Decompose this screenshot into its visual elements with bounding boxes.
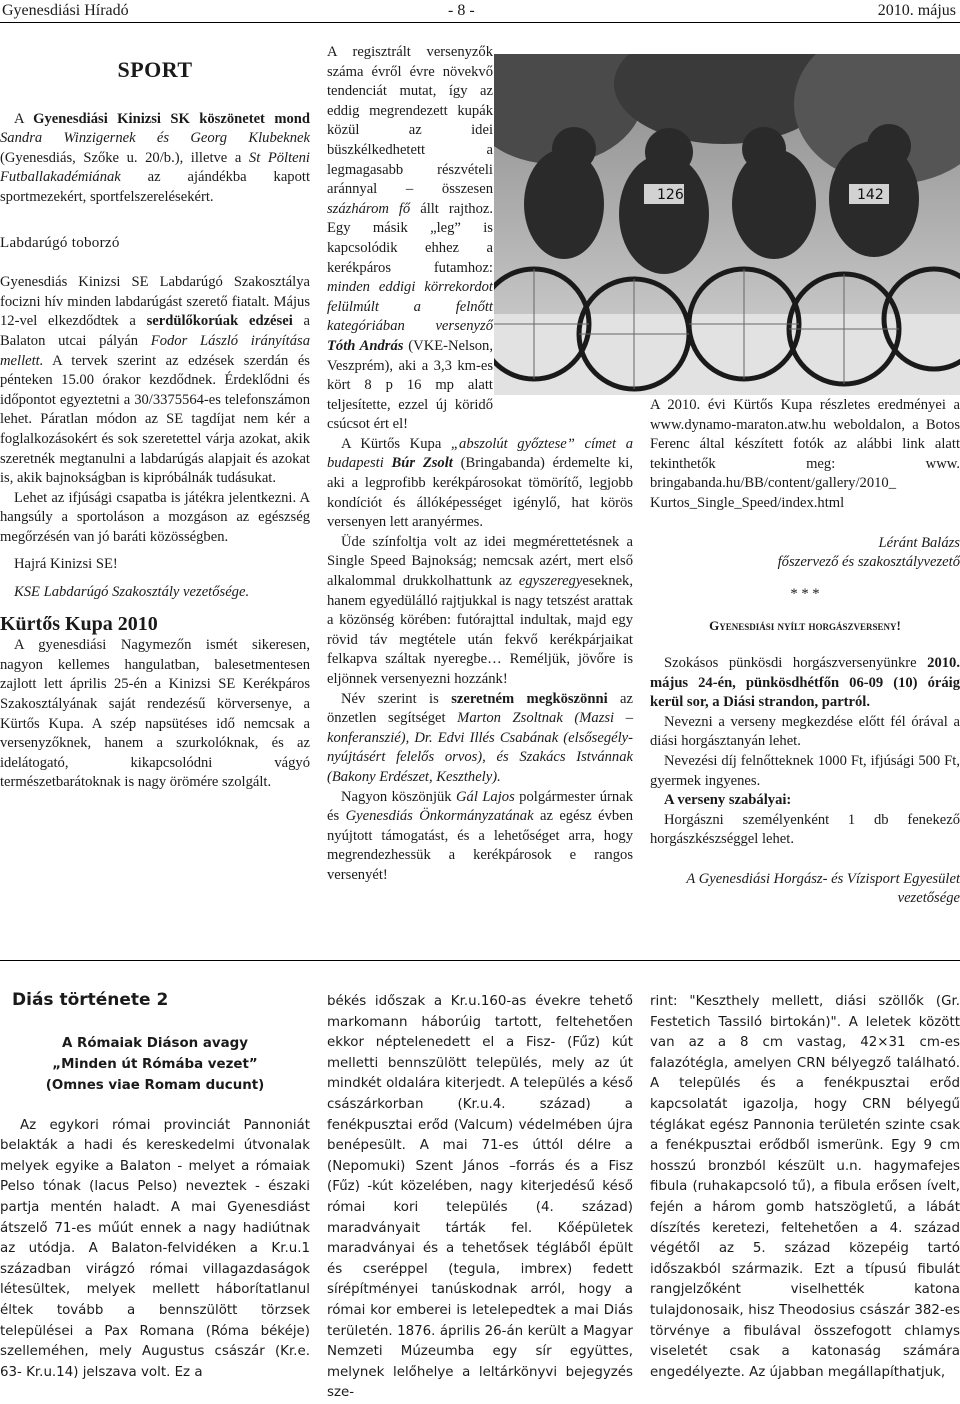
section-divider	[0, 960, 960, 961]
kurtos-kupa-heading: Kürtős Kupa 2010	[0, 612, 158, 635]
column-right	[650, 396, 960, 909]
dias-history-text-2: békés időszak a Kr.u.160-as évekre tehető markomann háborúig tartott, feltehetően ekkor néptelenedett el a Fisz- (Fűz) kút melletti bennszülött település, mely az út mindkét oldalára kiterjedt. A település a késő császárkorban (Kr.u.4. század) a fenékpusztai erőd (Valcum) védelmében újra benépesült. A mai 71-es úttól délre a (Nepomuki) Szent János –forrás és a Fisz (Fűz) -kút közelében, nagy kiterjedésű késő római kori település (4. század) maradványait tárták fel. Kőépületek maradványai és a tehetősek tégláből épült és cseréppel (tegula, imbrex) fedett sírépítményei tanúskodnak arról, hogy a római kor emberei is letelepedtek a mai Diás területén. 1876. április 26-án került a Magyar Nemzeti Múzeumba egy sír együttes, melynek lelőhelye a leltárkönyvi bejegyzés sze-	[327, 994, 633, 1401]
horgasz-registration: Nevezni a verseny megkezdése előtt fél órával a diási horgásztanyán lehet.	[650, 713, 960, 750]
author-name: Léránt Balázs	[878, 534, 960, 551]
horgasz-fee: Nevezési díj felnőtteknek 1000 Ft, ifjúsági 500 Ft, gyermek ingyenes.	[650, 752, 960, 789]
hajra-line: Hajrá Kinizsi SE!	[14, 556, 118, 573]
toborzo-paragraph-2: Lehet az ifjúsági csapatba is játékra jelentkezni. A hangsúly a sportoláson a mozgáson az egészség megőrzésén van jó baráti közösségben.	[0, 489, 310, 545]
bib-number-1: 126	[657, 187, 684, 203]
roman-subtitle-2: „Minden út Rómába vezet”	[52, 1056, 258, 1072]
publication-name: Gyenesdiási Híradó	[2, 2, 129, 19]
bib-number-2: 142	[857, 187, 884, 203]
kurtos-paragraph: A gyenesdiási Nagymezőn ismét sikeresen, nagyon kellemes hangulatban, balesetmentesen zajlott lett április 25-én a Kinizsi SE Kerékpáros Szakosztályának saját rendezésű körversenye, a Kürtős Kupa. A szép napsütéses idő nemcsak a versenyzőknek, hanem a szurkolóknak, és az idelátogató, kikapcsolódni vágyó természetbarátoknak is nagy örömére szolgált.	[0, 637, 310, 791]
thanks-paragraph: A Gyenesdiási Kinizsi SK köszönetet mond Sandra Winzigernek és Georg Klubeknek (Gyenesdiás, Szőke u. 20/b.), illetve a St Pölteni Futballakadémiának az ajándékba kapott sportmezekért, sportfelszerelésekért.	[0, 110, 311, 205]
photo-caption: A 2010. évi Kürtős Kupa részletes eredményei a www.dynamo-maraton.atw.hu weboldalon, a Botos Ferenc által készített fotók az alábbi link alatt tekinthetők meg: www. bringabanda.hu/BB/content/gallery/2010_ Kurtos_Single_Speed/index.html	[650, 397, 960, 511]
dias-history-text-1: Az egykori római provinciát Pannoniát belakták a hadi és kereskedelmi útvonalak melyek egyike a Balaton - melyet a rómaiak Pelso tónak (lacus Pelso) neveztek - északi partja mentén haladt. A mai Gyenesdiást átszelő 71-es műút ennek a nagy hadiútnak az utódja. A Balaton-felvidéken a Kr.u.1 században virágzó római villagazdaságok létesültek, melyek mellett háborítatlanul éltek tovább a bennszülött törzsek települései a Pax Romana (Róma békéje) szelleméhen, mely Augustus császár (Kr.e. 63- Kr.u.14) jelszava volt. Ez a	[0, 1117, 310, 1380]
dias-history-column-3	[650, 992, 960, 1383]
kse-signature: KSE Labdarúgó Szakosztály vezetősége.	[14, 584, 250, 601]
horgasz-intro: Szokásos pünkösdi horgászversenyünkre 2010. május 24-én, pünkösdhétfőn 06-09 (10) óráig kerül sor, a Diási strandon, partról.	[650, 654, 960, 711]
column-sport	[0, 22, 310, 793]
author-role: főszervező és szakosztályvezető	[777, 554, 960, 571]
toborzo-paragraph: Gyenesdiás Kinizsi SE Labdarúgó Szakosztálya focizni hív minden labdarúgást szerető fiatalt. Május 12-vel elkezdődtek a serdülőkorúak edzései a Balaton utcai pályán Fodor László irányítása mellett. A tervek szerint az edzések szerdán és pénteken 15.00 órakor kezdődnek. Érdeklődni és időpontot egyeztetni a 30/3375564-es telefonszámon lehet. Páratlan módon az SE tagdíjat nem kér a foglalkozásokért és sok szeretettel várja azokat, akik szeretnék megtanulni a labdarúgás alapjait és azokat is, akik bajnokságban is kipróbálnák tudásukat.	[0, 274, 310, 487]
thanks-mayor-paragraph: Nagyon köszönjük Gál Lajos polgármester úrnak és Gyenesdiás Önkormányzatának az egész évben nyújtott támogatást, és a lehetőséget arra, hogy megrendezhessük a kerékpárosok e rangos versenyét!	[327, 788, 633, 883]
issue-date: 2010. május	[877, 2, 956, 19]
horgasz-rules: Horgászni személyenként 1 db fenekező horgászkészséggel lehet.	[650, 811, 960, 848]
dias-history-title: Diás története 2	[12, 990, 169, 1010]
kurtos-continued-paragraph: A regisztrált versenyzők száma évről évre növekvő tendenciát mutat, így az eddig megrendezett kupák közül az idei büszkélkedhetett a legmagasabb részvételi aránnyal – összesen százhárom fő állt rajthoz. Egy másik „leg” is kapcsolódik ehhez a kerékpáros futamhoz: minden eddigi körrekordot felülmúlt a felnőtt kategóriában versenyző Tóth András (VKE-Nelson, Veszprém), aki a 3,3 km-es kört 8 p 16 mp alatt teljesítette, ezzel új köridő csúcsot ért el!	[327, 44, 493, 433]
absolute-winner-paragraph: A Kürtős Kupa „abszolút győztese” címet a budapesti Búr Zsolt (Bringabanda) érdemelte ki, aki a legprofibb kerékpárosokat tömörítő, legjobb kondíciót és állóképességet igénylő, hat körös versenyen lett aranyérmes.	[327, 435, 633, 531]
race-photo	[494, 54, 960, 395]
dias-history-column-2	[327, 992, 633, 1404]
horgasz-rules-heading: A verseny szabályai:	[664, 792, 792, 809]
roman-subtitle-1: A Rómaiak Diáson avagy	[62, 1035, 248, 1051]
dias-history-text-3: rint: "Keszthely mellett, diási szöllők (Gr. Festetich Tassiló birtokán)". A leletek között van az a 8 cm vastag, 42×31 cm-es falazótégla, amelyen CRN bélyegző található. A település és a fenékpusztai erőd kapcsolatát igazolja, hogy CRN bélyegű téglákat egész Pannonia területén szinte csak a fenékpusztai erődből ismerünk. Egy 9 cm hosszú bronzból készült u.n. hagymafejes fibula (ruhakapcsoló tű), a fibula erősen ívelt, fején a három gomb hatszögletű, a lábát díszítés keretezi, feltehetően a 4. század végétől az 5. század közepéig tartó időszakból származik. Ezt a típusú fibulát rangjelzőként viselhették katona tulajdonosaik, hisz Theodosius császár 382-es törvénye a fibulával összefogott chlamys viseletét csak a katonaság számára engedélyezte. Az újabban megállapíthatjuk,	[650, 994, 960, 1380]
cyclists-photo-illustration	[494, 54, 960, 395]
section-title-sport: SPORT	[117, 57, 193, 82]
horgasz-heading: Gyenesdiási nyílt horgászverseny!	[709, 618, 901, 634]
toborzo-heading: Labdarúgó toborzó	[0, 234, 120, 251]
page-number: - 8 -	[448, 2, 475, 19]
separator-stars: * * *	[790, 585, 820, 602]
dias-history-column-1	[0, 990, 310, 1383]
page-header	[0, 0, 960, 23]
single-speed-paragraph: Üde színfoltja volt az idei megmérettetésnek a Single Speed Bajnokság; nemcsak azért, mert első alkalommal drukkolhattunk az egyszeregyeseknek, hanem egyedülálló rajtjukkal is nagy tetszést arattak a közönség körében: futórajttal indultak, majd egy rövid táv megtétele után fekvő kerékpárjaikat felkapva száltak nyeregbe… Reméljük, jövőre is eljönnek versenyezni hozzánk!	[327, 533, 633, 687]
thanks-helpers-paragraph: Név szerint is szeretném megköszönni az önzetlen segítséget Marton Zsoltnak (Mazsi – konferanszié), Dr. Edvi Illés Csabának (elsősegély-nyújtásért felelős orvos), és Szakács Istvánnak (Bakony Erdészet, Keszthely).	[327, 690, 633, 785]
horgasz-signature: A Gyenesdiási Horgász- és Vízisport Egyesület vezetősége	[686, 870, 960, 907]
roman-subtitle-3: (Omnes viae Romam ducunt)	[45, 1077, 265, 1093]
